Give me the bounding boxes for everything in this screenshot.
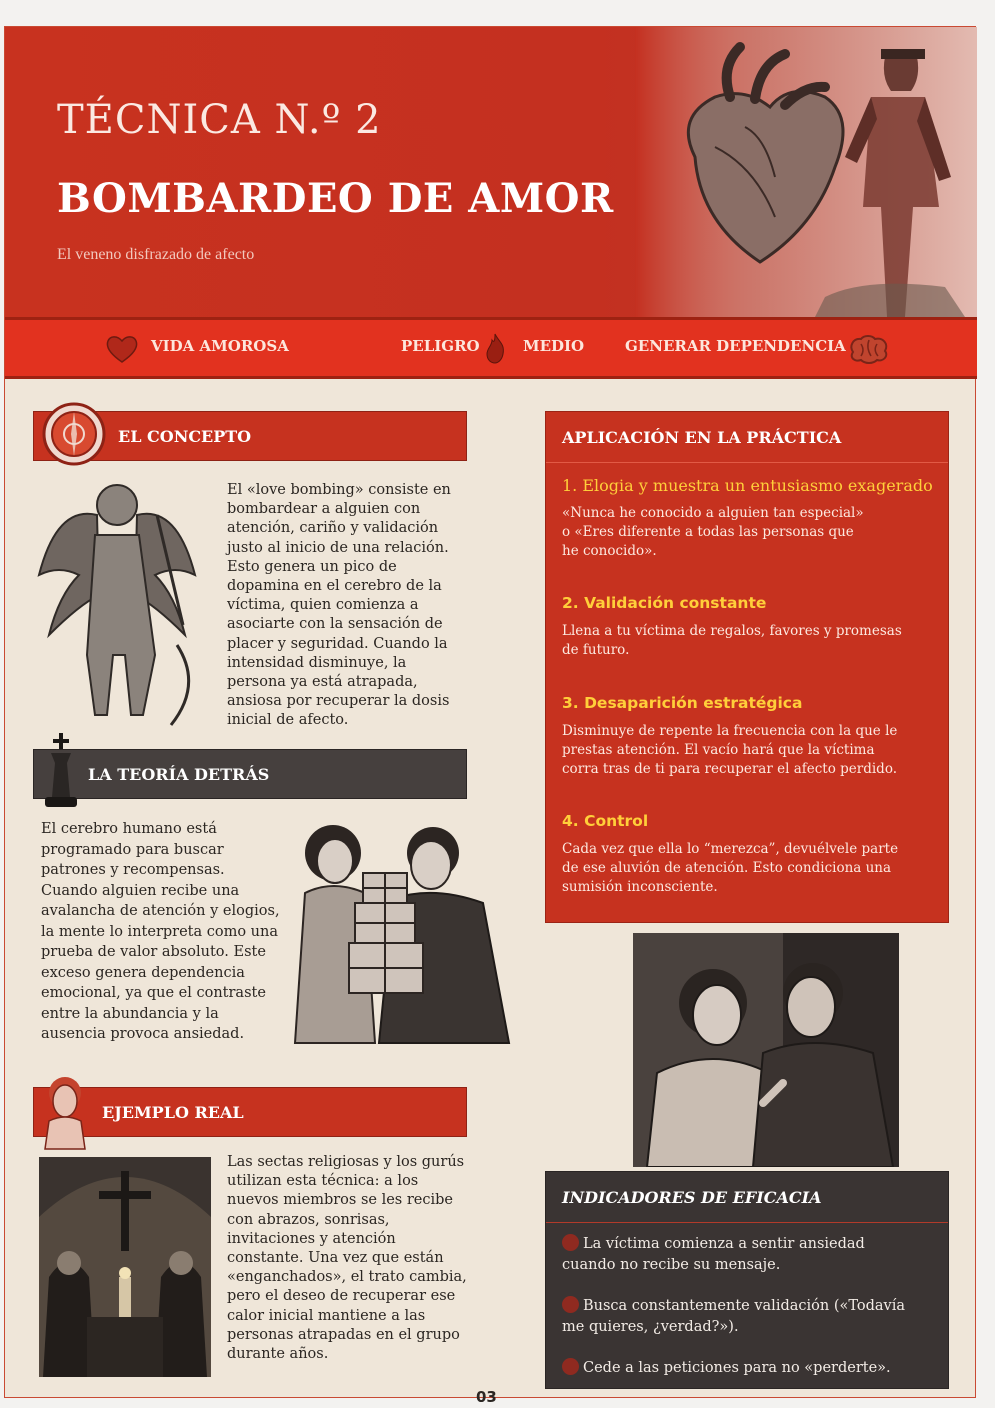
example-line: constante. Una vez que están bbox=[227, 1250, 444, 1267]
practice-step-line: Cada vez que ella lo “merezca”, devuélvele parte bbox=[562, 841, 899, 857]
practice-step-line: sumisión inconsciente. bbox=[562, 879, 718, 895]
theory-heading-bar bbox=[33, 749, 467, 799]
practice-panel bbox=[545, 411, 949, 923]
concept-line: persona ya está atrapada, bbox=[227, 674, 418, 691]
example-line: durante años. bbox=[227, 1346, 329, 1363]
concept-line: atención, cariño y validación bbox=[227, 520, 439, 537]
practice-step-line: he conocido». bbox=[562, 543, 657, 559]
indicator-line: me quieres, ¿verdad?»). bbox=[562, 1319, 739, 1335]
page-number: 03 bbox=[476, 1388, 497, 1406]
practice-step-line: prestas atención. El vacío hará que la víctima bbox=[562, 742, 875, 758]
example-line: pero el deseo de recuperar ese bbox=[227, 1288, 456, 1305]
practice-step-title: 1. Elogia y muestra un entusiasmo exagerado bbox=[562, 476, 933, 495]
practice-step-line: corra tras de ti para recuperar el afecto perdido. bbox=[562, 761, 898, 777]
theory-line: exceso genera dependencia bbox=[41, 964, 245, 981]
theory-line: entre la abundancia y la bbox=[41, 1005, 219, 1022]
cult-ritual-illustration bbox=[39, 1157, 211, 1377]
practice-step-line: «Nunca he conocido a alguien tan especial» bbox=[562, 505, 864, 521]
concept-line: asociarte con la sensación de bbox=[227, 616, 443, 633]
concept-line: víctima, quien comienza a bbox=[227, 597, 419, 614]
practice-step-title: 2. Validación constante bbox=[562, 594, 767, 612]
concept-heading: EL CONCEPTO bbox=[118, 426, 252, 446]
example-heading-bar bbox=[33, 1087, 467, 1137]
practice-step-line: de ese aluvión de atención. Esto condiciona una bbox=[562, 860, 892, 876]
example-text bbox=[227, 1153, 477, 1364]
concept-line: intensidad disminuye, la bbox=[227, 654, 407, 671]
indicator-line: Busca constantemente validación («Todavía bbox=[583, 1298, 906, 1314]
practice-step-title: 4. Control bbox=[562, 812, 649, 830]
anatomical-heart-illustration bbox=[635, 27, 977, 317]
bullet-icon bbox=[562, 1234, 579, 1251]
practice-step-text bbox=[562, 840, 932, 897]
concept-line: El «love bombing» consiste en bbox=[227, 482, 451, 498]
concept-line: justo al inicio de una relación. bbox=[227, 539, 449, 556]
cupid-statue-illustration bbox=[37, 475, 203, 729]
practice-step-line: Disminuye de repente la frecuencia con la que le bbox=[562, 723, 898, 739]
theory-line: prueba de valor absoluto. Este bbox=[41, 944, 266, 960]
category-label: VIDA AMOROSA bbox=[151, 337, 289, 355]
concept-line: dopamina en el cerebro de la bbox=[227, 578, 442, 595]
divider bbox=[546, 462, 948, 463]
theory-line: emocional, ya que el contraste bbox=[41, 985, 266, 1001]
theory-line: programado para buscar bbox=[41, 841, 224, 858]
example-heading: EJEMPLO REAL bbox=[102, 1102, 244, 1122]
practice-step-line: o «Eres diferente a todas las personas que bbox=[562, 524, 854, 540]
page-title: BOMBARDEO DE AMOR bbox=[57, 175, 614, 222]
example-line: nuevos miembros se les recibe bbox=[227, 1192, 453, 1209]
goal-label: GENERAR DEPENDENCIA bbox=[625, 337, 846, 355]
example-line: personas atrapadas en el grupo bbox=[227, 1326, 460, 1343]
bullet-icon bbox=[562, 1296, 579, 1313]
practice-step-line: Llena a tu víctima de regalos, favores y promesas bbox=[562, 623, 902, 639]
example-line: invitaciones y atención bbox=[227, 1230, 396, 1247]
concept-line: bombardear a alguien con bbox=[227, 501, 421, 518]
example-line: Las sectas religiosas y los gurús bbox=[227, 1154, 465, 1170]
theory-line: El cerebro humano está bbox=[41, 821, 217, 837]
header-banner bbox=[5, 27, 977, 317]
practice-step-title: 3. Desaparición estratégica bbox=[562, 694, 803, 712]
greek-bust-icon bbox=[39, 1073, 91, 1153]
theory-line: patrones y recompensas. bbox=[41, 862, 225, 878]
flame-icon bbox=[483, 332, 507, 364]
couple-gifts-illustration bbox=[283, 813, 513, 1045]
indicators-heading: INDICADORES DE EFICACIA bbox=[562, 1188, 822, 1207]
danger-level: MEDIO bbox=[523, 337, 585, 355]
heart-icon bbox=[105, 334, 139, 364]
indicator-item bbox=[562, 1296, 932, 1338]
concept-line: placer y seguridad. Cuando la bbox=[227, 635, 448, 652]
concept-line: ansiosa por recuperar la dosis bbox=[227, 693, 450, 710]
practice-step-text bbox=[562, 504, 932, 561]
bullet-icon bbox=[562, 1358, 579, 1375]
compass-icon bbox=[41, 401, 107, 467]
indicators-panel bbox=[545, 1171, 949, 1389]
theory-line: ausencia provoca ansiedad. bbox=[41, 1026, 245, 1042]
theory-heading: LA TEORÍA DETRÁS bbox=[88, 764, 270, 784]
indicator-item bbox=[562, 1358, 932, 1379]
concept-line: inicial de afecto. bbox=[227, 712, 349, 729]
example-line: «enganchados», el trato cambia, bbox=[227, 1269, 467, 1286]
chess-king-icon bbox=[41, 731, 81, 811]
theory-line: la mente lo interpreta como una bbox=[41, 923, 279, 940]
concept-text bbox=[227, 481, 467, 731]
theory-line: avalancha de atención y elogios, bbox=[41, 903, 280, 919]
danger-label: PELIGRO bbox=[401, 337, 480, 355]
indicator-line: cuando no recibe su mensaje. bbox=[562, 1257, 781, 1273]
page bbox=[4, 26, 976, 1398]
example-line: con abrazos, sonrisas, bbox=[227, 1211, 390, 1228]
theory-text bbox=[41, 819, 281, 1045]
practice-heading: APLICACIÓN EN LA PRÁCTICA bbox=[562, 428, 842, 447]
practice-step-text bbox=[562, 622, 932, 660]
example-line: utilizan esta técnica: a los bbox=[227, 1173, 419, 1190]
example-line: calor inicial mantiene a las bbox=[227, 1307, 426, 1324]
practice-step-text bbox=[562, 722, 932, 779]
technique-number: TÉCNICA N.º 2 bbox=[57, 97, 382, 143]
theory-line: Cuando alguien recibe una bbox=[41, 882, 240, 899]
indicator-line: La víctima comienza a sentir ansiedad bbox=[583, 1236, 865, 1252]
brain-icon bbox=[847, 334, 891, 364]
indicator-line: Cede a las peticiones para no «perderte». bbox=[583, 1360, 891, 1376]
manipulative-couple-illustration bbox=[633, 933, 899, 1167]
indicator-item bbox=[562, 1234, 932, 1276]
practice-step-line: de futuro. bbox=[562, 642, 630, 658]
info-bar bbox=[5, 317, 977, 379]
divider bbox=[546, 1222, 948, 1223]
concept-line: Esto genera un pico de bbox=[227, 558, 397, 575]
page-subtitle: El veneno disfrazado de afecto bbox=[57, 246, 255, 263]
